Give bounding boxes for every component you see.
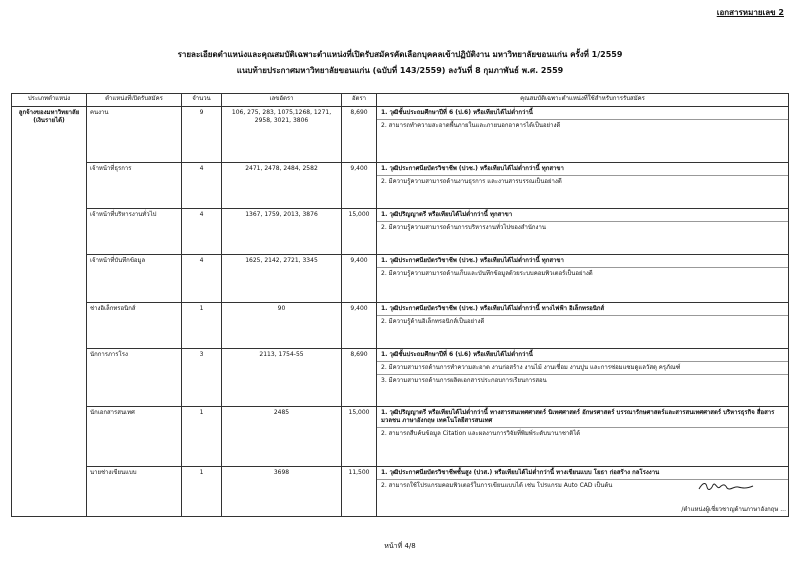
position-count: 4 (182, 209, 222, 255)
position-numbers: 90 (222, 303, 342, 349)
qualification-item: 2. มีความรู้ความสามารถด้านการบริหารงานทั่วไปของสำนักงาน (381, 224, 546, 232)
qualification-item: 1. วุฒิประกาศนียบัตรวิชาชีพ (ปวช.) หรือเทียบได้ไม่ต่ำกว่านี้ ทุกสาขา (377, 163, 788, 176)
position-name: ช่างอิเล็กทรอนิกส์ (87, 303, 182, 349)
document-subtitle: แนบท้ายประกาศมหาวิทยาลัยขอนแก่น (ฉบับที่ 143/2559) ลงวันที่ 8 กุมภาพันธ์ พ.ศ. 2559 (236, 66, 564, 75)
position-rate: 8,690 (342, 107, 377, 163)
position-count: 9 (182, 107, 222, 163)
table-header-row (12, 94, 789, 107)
document-title: รายละเอียดตำแหน่งและคุณสมบัติเฉพาะตำแหน่งที่เปิดรับสมัครคัดเลือกบุคคลเข้าปฏิบัติงาน มหาวิทยาลัยขอนแก่น ครั้งที่ 1/2559 (177, 50, 623, 59)
position-rate: 15,000 (342, 407, 377, 467)
header-position: ตำแหน่งที่เปิดรับสมัคร (87, 94, 182, 107)
qualifications-cell (377, 303, 789, 349)
table-row (12, 209, 789, 255)
header-rate: อัตรา (342, 94, 377, 107)
position-rate: 8,690 (342, 349, 377, 407)
position-numbers: 2471, 2478, 2484, 2582 (222, 163, 342, 209)
positions-table (11, 93, 789, 517)
qualification-item: 1. วุฒิชั้นประถมศึกษาปีที่ 6 (ป.6) หรือเทียบได้ไม่ต่ำกว่านี้ (377, 107, 788, 120)
qualification-item: 1. วุฒิประกาศนียบัตรวิชาชีพชั้นสูง (ปวส.) หรือเทียบได้ไม่ต่ำกว่านี้ ทางเขียนแบบ โยธา ก่อสร้าง กลโรงงาน (377, 467, 788, 480)
category-cell (12, 107, 87, 517)
table-row (12, 303, 789, 349)
position-numbers: 2485 (222, 407, 342, 467)
qualification-item: 2. สามารถใช้โปรแกรมคอมพิวเตอร์ในการเขียนแบบได้ เช่น โปรแกรม Auto CAD เป็นต้น (381, 482, 613, 490)
position-name: เจ้าหน้าที่บริหารงานทั่วไป (87, 209, 182, 255)
position-numbers: 1367, 1759, 2013, 3876 (222, 209, 342, 255)
page-number: หน้าที่ 4/8 (384, 542, 416, 550)
position-count: 1 (182, 303, 222, 349)
qualification-item: 1. วุฒิประกาศนียบัตรวิชาชีพ (ปวช.) หรือเทียบได้ไม่ต่ำกว่านี้ ทางไฟฟ้า อิเล็กทรอนิกส์ (377, 303, 788, 316)
table-row (12, 407, 789, 467)
position-rate: 9,400 (342, 303, 377, 349)
position-count: 1 (182, 467, 222, 517)
qualifications-cell (377, 163, 789, 209)
qualifications-cell (377, 107, 789, 163)
header-category: ประเภทตำแหน่ง (12, 94, 87, 107)
qualification-item: 1. วุฒิประกาศนียบัตรวิชาชีพ (ปวช.) หรือเทียบได้ไม่ต่ำกว่านี้ ทุกสาขา (377, 255, 788, 268)
qualification-item: 1. วุฒิปริญญาตรี หรือเทียบได้ไม่ต่ำกว่านี้ ทางสารสนเทศศาสตร์ นิเทศศาสตร์ อักษรศาสตร์ บรรณารักษศาสตร์และสารสนเทศศาสตร์ บริหารธุรกิจ สื่อสารมวลชน ภาษาอังกฤษ เทคโนโลยีสารสนเทศ (377, 407, 788, 428)
table-row (12, 467, 789, 517)
position-name: เจ้าหน้าที่บันทึกข้อมูล (87, 255, 182, 303)
position-numbers: 3698 (222, 467, 342, 517)
position-numbers: 106, 275, 283, 1075,1268, 1271, 2958, 3021, 3806 (222, 107, 342, 163)
position-count: 1 (182, 407, 222, 467)
position-name: นักการภารโรง (87, 349, 182, 407)
position-name: นายช่างเขียนแบบ (87, 467, 182, 517)
qualification-item: 2. มีความสามารถด้านการทำความสะอาด งานก่อสร้าง งานไม้ งานเชื่อม งานปูน และการซ่อมแซมดูแลวัสดุ ครุภัณฑ์ (377, 362, 788, 375)
qualifications-cell (377, 255, 789, 303)
handwritten-signature (697, 478, 757, 494)
qualification-item: 3. มีความสามารถด้านการผลิตเอกสารประกอบการเรียนการสอน (381, 377, 547, 385)
position-rate: 15,000 (342, 209, 377, 255)
table-row (12, 107, 789, 163)
position-count: 4 (182, 163, 222, 209)
table-row (12, 349, 789, 407)
position-name: นักเอกสารสนเทศ (87, 407, 182, 467)
header-qualifications: คุณสมบัติเฉพาะตำแหน่งที่ใช้สำหรับการรับสมัคร (377, 94, 789, 107)
position-name: เจ้าหน้าที่ธุรการ (87, 163, 182, 209)
document-reference: เอกสารหมายเลข 2 (716, 8, 784, 17)
header-position-numbers: เลขอัตรา (222, 94, 342, 107)
position-name: คนงาน (87, 107, 182, 163)
position-count: 4 (182, 255, 222, 303)
qualification-item: 2. มีความรู้ความสามารถด้านเก็บและบันทึกข้อมูลด้วยระบบคอมพิวเตอร์เป็นอย่างดี (381, 270, 593, 278)
position-numbers: 1625, 2142, 2721, 3345 (222, 255, 342, 303)
qualifications-cell (377, 349, 789, 407)
qualifications-cell (377, 209, 789, 255)
table-row (12, 255, 789, 303)
category-label: ลูกจ้างของมหาวิทยาลัย (18, 109, 80, 116)
qualification-item: 2. สามารถสืบค้นข้อมูล Citation และผลงานการวิจัยที่พิมพ์ระดับนานาชาติได้ (381, 430, 581, 438)
position-numbers: 2113, 1754-55 (222, 349, 342, 407)
qualification-item: 2. มีความรู้ด้านอิเล็กทรอนิกส์เป็นอย่างดี (381, 318, 485, 326)
table-row (12, 163, 789, 209)
qualification-item: 1. วุฒิชั้นประถมศึกษาปีที่ 6 (ป.6) หรือเทียบได้ไม่ต่ำกว่านี้ (377, 349, 788, 362)
qualification-item: 2. สามารถทำความสะอาดพื้นภายในและภายนอกอาคารได้เป็นอย่างดี (381, 122, 561, 130)
position-rate: 9,400 (342, 163, 377, 209)
position-rate: 9,400 (342, 255, 377, 303)
qualification-item: 2. มีความรู้ความสามารถด้านงานธุรการ และงานสารบรรณเป็นอย่างดี (381, 178, 562, 186)
qualifications-cell (377, 407, 789, 467)
position-rate: 11,500 (342, 467, 377, 517)
continuation-note: /ตำแหน่งผู้เชี่ยวชาญด้านภาษาอังกฤษ ... (681, 506, 786, 513)
position-count: 3 (182, 349, 222, 407)
qualification-item: 1. วุฒิปริญญาตรี หรือเทียบได้ไม่ต่ำกว่านี้ ทุกสาขา (377, 209, 788, 222)
header-count: จำนวน (182, 94, 222, 107)
category-funding: (เงินรายได้) (33, 117, 65, 125)
